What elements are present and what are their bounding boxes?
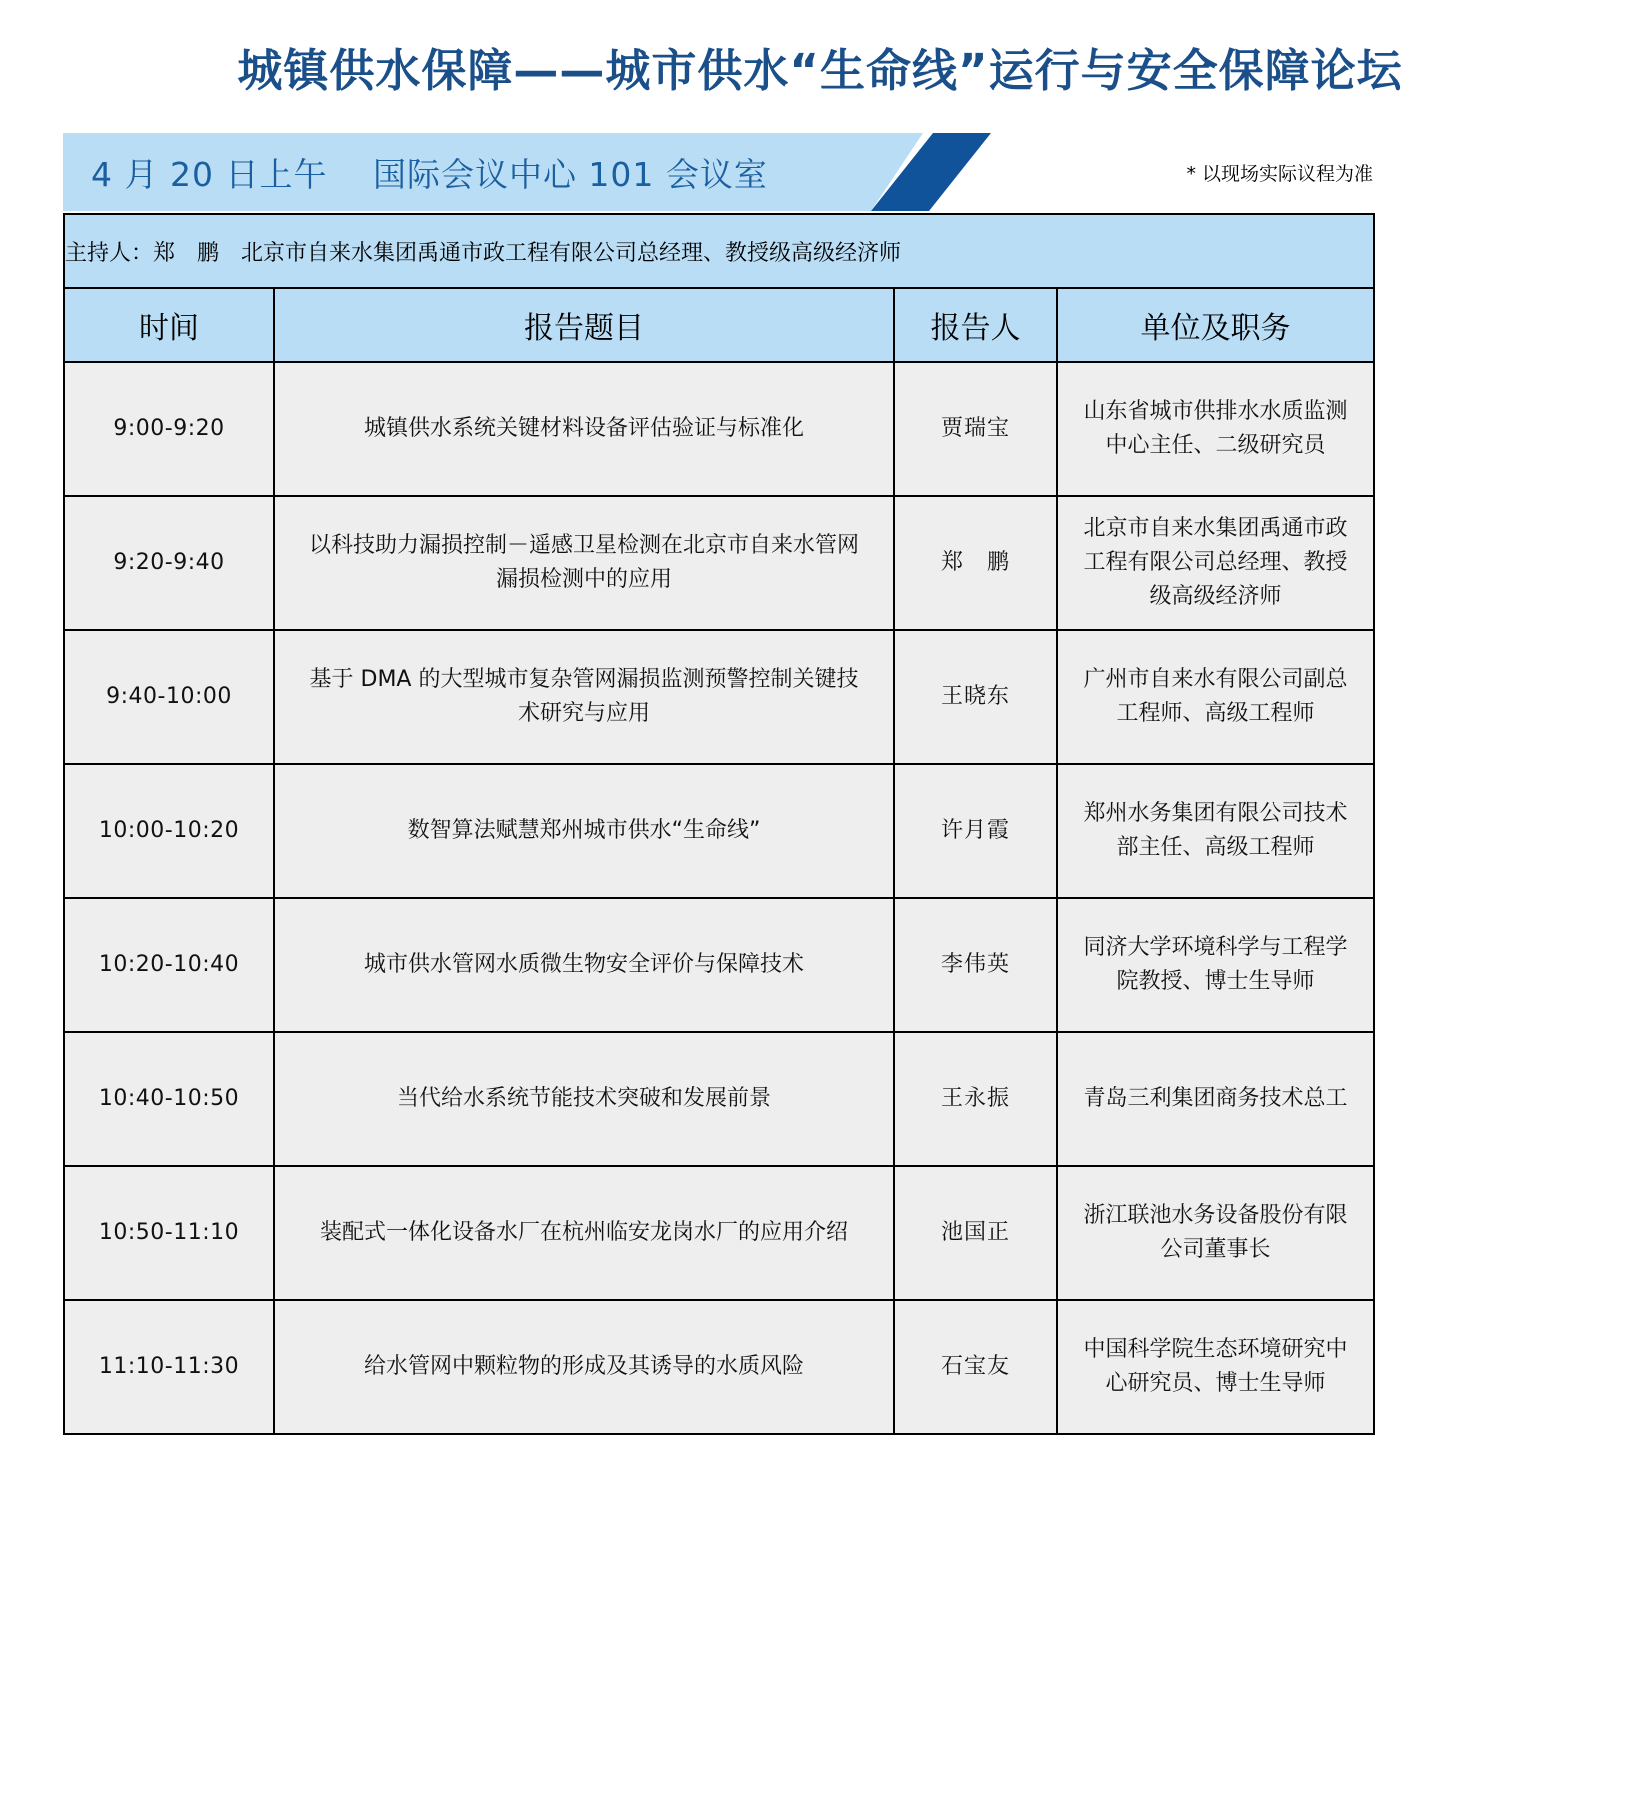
table-row — [64, 496, 1374, 630]
cell-topic: 给水管网中颗粒物的形成及其诱导的水质风险 — [274, 1300, 894, 1434]
header-person: 报告人 — [894, 288, 1057, 362]
cell-time: 10:00-10:20 — [64, 764, 274, 898]
table-row — [64, 1166, 1374, 1300]
cell-unit: 中国科学院生态环境研究中心研究员、博士生导师 — [1057, 1300, 1374, 1434]
cell-topic: 城市供水管网水质微生物安全评价与保障技术 — [274, 898, 894, 1032]
cell-topic: 基于 DMA 的大型城市复杂管网漏损监测预警控制关键技术研究与应用 — [274, 630, 894, 764]
cell-person: 许月霞 — [894, 764, 1057, 898]
header-time: 时间 — [64, 288, 274, 362]
cell-person: 王晓东 — [894, 630, 1057, 764]
cell-time: 10:20-10:40 — [64, 898, 274, 1032]
cell-unit: 青岛三利集团商务技术总工 — [1057, 1032, 1374, 1166]
cell-person: 李伟英 — [894, 898, 1057, 1032]
host-row — [64, 214, 1374, 288]
cell-time: 9:00-9:20 — [64, 362, 274, 496]
cell-person: 池国正 — [894, 1166, 1057, 1300]
cell-unit: 同济大学环境科学与工程学院教授、博士生导师 — [1057, 898, 1374, 1032]
cell-unit: 郑州水务集团有限公司技术部主任、高级工程师 — [1057, 764, 1374, 898]
table-row — [64, 764, 1374, 898]
cell-topic: 以科技助力漏损控制－遥感卫星检测在北京市自来水管网漏损检测中的应用 — [274, 496, 894, 630]
cell-time: 9:40-10:00 — [64, 630, 274, 764]
session-datetime-venue: 4 月 20 日上午 国际会议中心 101 会议室 — [91, 154, 768, 194]
table-row — [64, 898, 1374, 1032]
cell-topic: 数智算法赋慧郑州城市供水“生命线” — [274, 764, 894, 898]
header-unit: 单位及职务 — [1057, 288, 1374, 362]
table-row — [64, 362, 1374, 496]
cell-time: 9:20-9:40 — [64, 496, 274, 630]
cell-topic: 当代给水系统节能技术突破和发展前景 — [274, 1032, 894, 1166]
cell-person: 石宝友 — [894, 1300, 1057, 1434]
cell-person: 王永振 — [894, 1032, 1057, 1166]
cell-person: 贾瑞宝 — [894, 362, 1057, 496]
cell-topic: 城镇供水系统关键材料设备评估验证与标准化 — [274, 362, 894, 496]
host-label: 主持人：郑 鹏 北京市自来水集团禹通市政工程有限公司总经理、教授级高级经济师 — [64, 214, 1374, 288]
page-title: 城镇供水保障——城市供水“生命线”运行与安全保障论坛 — [237, 44, 1403, 97]
cell-topic: 装配式一体化设备水厂在杭州临安龙岗水厂的应用介绍 — [274, 1166, 894, 1300]
session-banner — [63, 133, 1373, 211]
cell-unit: 北京市自来水集团禹通市政工程有限公司总经理、教授级高级经济师 — [1057, 496, 1374, 630]
table-row — [64, 1032, 1374, 1166]
cell-time: 10:40-10:50 — [64, 1032, 274, 1166]
table-header-row — [64, 288, 1374, 362]
header-topic: 报告题目 — [274, 288, 894, 362]
cell-time: 11:10-11:30 — [64, 1300, 274, 1434]
cell-time: 10:50-11:10 — [64, 1166, 274, 1300]
cell-unit: 浙江联池水务设备股份有限公司董事长 — [1057, 1166, 1374, 1300]
agenda-rows — [64, 362, 1374, 1434]
table-row — [64, 630, 1374, 764]
cell-person: 郑 鹏 — [894, 496, 1057, 630]
cell-unit: 山东省城市供排水水质监测中心主任、二级研究员 — [1057, 362, 1374, 496]
cell-unit: 广州市自来水有限公司副总工程师、高级工程师 — [1057, 630, 1374, 764]
agenda-disclaimer-note: * 以现场实际议程为准 — [1186, 162, 1373, 185]
agenda-table — [63, 213, 1375, 1435]
table-row — [64, 1300, 1374, 1434]
